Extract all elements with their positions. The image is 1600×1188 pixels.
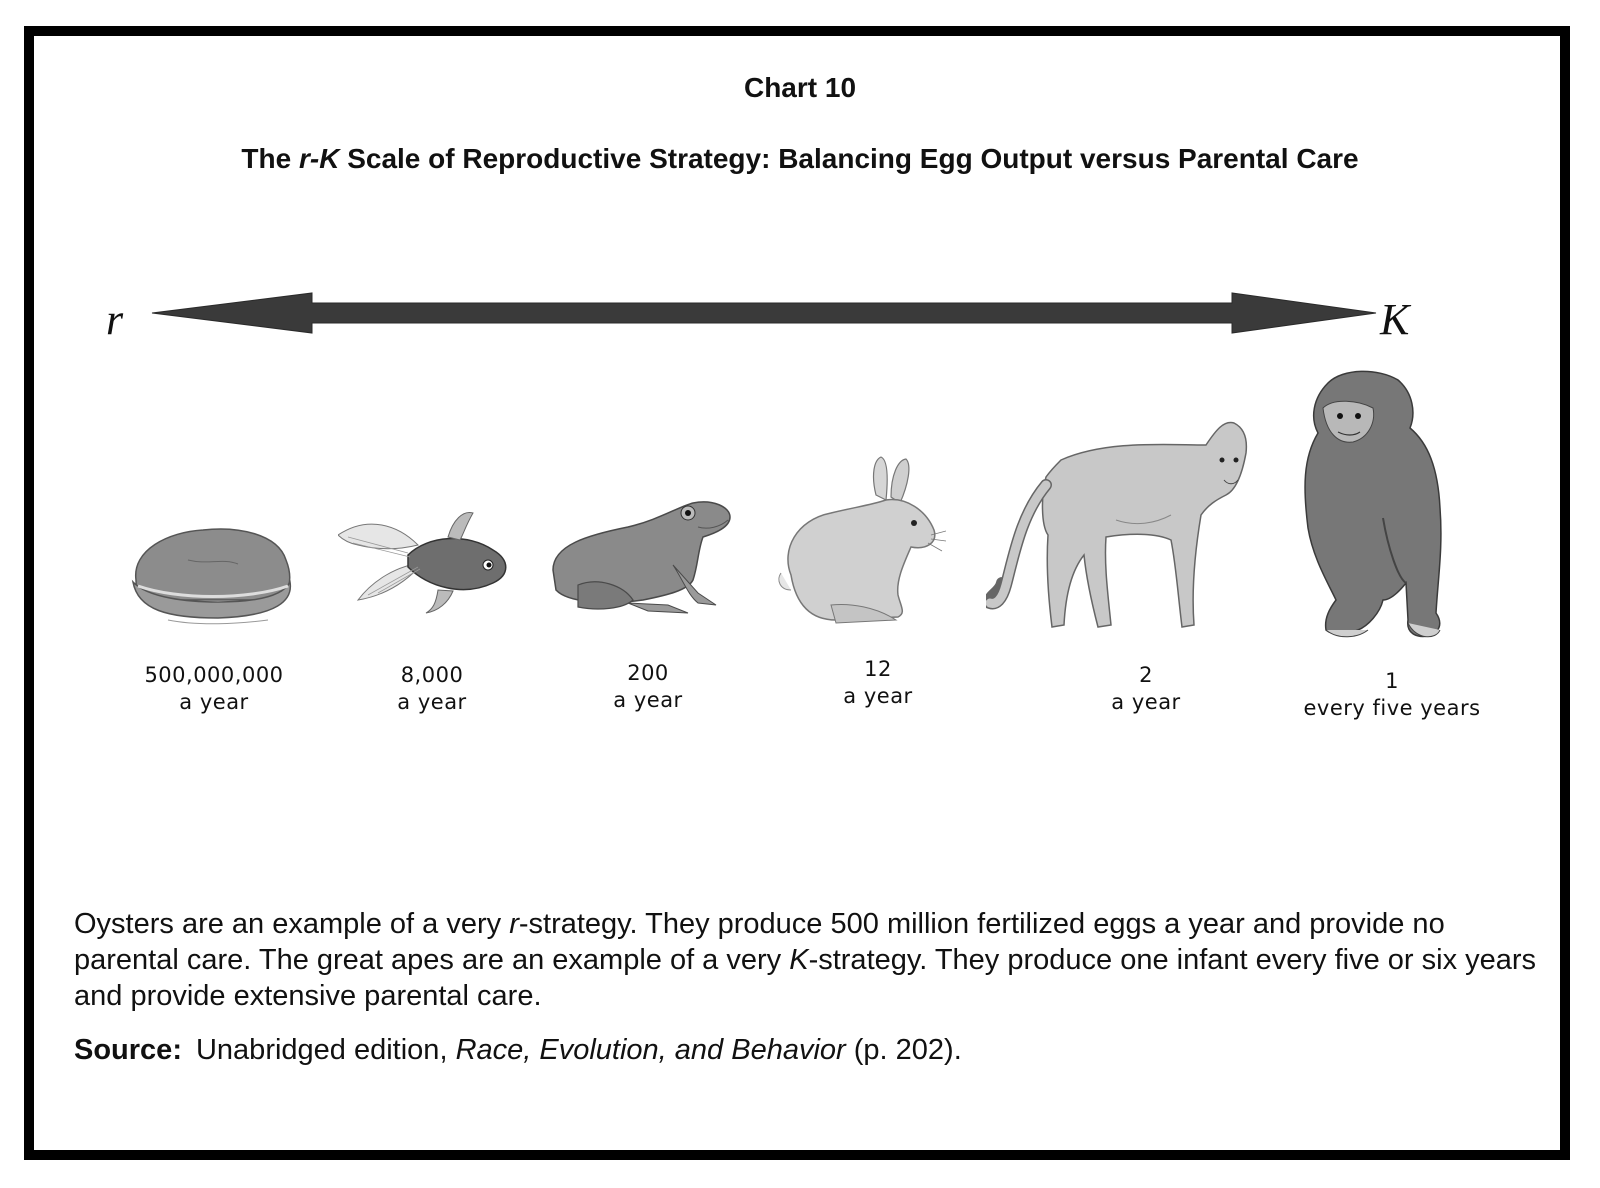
fish-icon [338, 505, 518, 615]
title-prefix: The [241, 143, 299, 174]
fish-count: 8,000 [400, 663, 464, 687]
oyster-rate: a year [179, 690, 249, 714]
cougar-caption [1016, 662, 1276, 716]
description-paragraph [74, 906, 1554, 1014]
rabbit-rate: a year [843, 684, 913, 708]
para-part-1: Oysters are an example of a very [74, 908, 510, 940]
frog-rate: a year [613, 688, 683, 712]
cougar-rate: a year [1111, 690, 1181, 714]
source-book-title: Race, Evolution, and Behavior [455, 1034, 846, 1066]
frog-icon [548, 495, 738, 620]
title-rk: r-K [298, 143, 340, 174]
k-end-label: K [1380, 295, 1410, 344]
chart-label: Chart 10 [743, 72, 857, 103]
rabbit-count: 12 [864, 657, 892, 681]
para-part-3: -strategy. They produce one infant every five or six years and provide extensive parental care. [74, 944, 1537, 1012]
title-rest: Scale of Reproductive Strategy: Balancing Egg Output versus Parental Care [339, 143, 1359, 174]
para-k-italic: K [789, 944, 809, 976]
gorilla-count: 1 [1385, 669, 1399, 693]
cougar-count: 2 [1139, 663, 1153, 687]
rabbit-icon [776, 455, 946, 630]
source-post: (p. 202). [845, 1034, 962, 1066]
double-arrow [152, 293, 1376, 333]
source-pre: Unabridged edition, [195, 1034, 456, 1066]
oyster-count: 500,000,000 [144, 663, 284, 687]
oyster-icon [128, 520, 298, 630]
gorilla-caption [1262, 668, 1522, 722]
r-end-label: r [106, 295, 124, 344]
rabbit-caption [748, 656, 1008, 710]
para-part-2: -strategy. They produce 500 million fertilized eggs a year and provide no parental care. The great apes are an example of a very [74, 908, 1445, 976]
gorilla-rate: every five years [1303, 696, 1481, 720]
frog-caption [518, 660, 778, 714]
source-label: Source: [74, 1034, 182, 1066]
gorilla-icon [1288, 368, 1448, 648]
cougar-icon [986, 415, 1256, 640]
para-r-italic: r [509, 908, 519, 940]
fish-rate: a year [397, 690, 467, 714]
frog-count: 200 [627, 661, 669, 685]
source-line [74, 1034, 962, 1067]
